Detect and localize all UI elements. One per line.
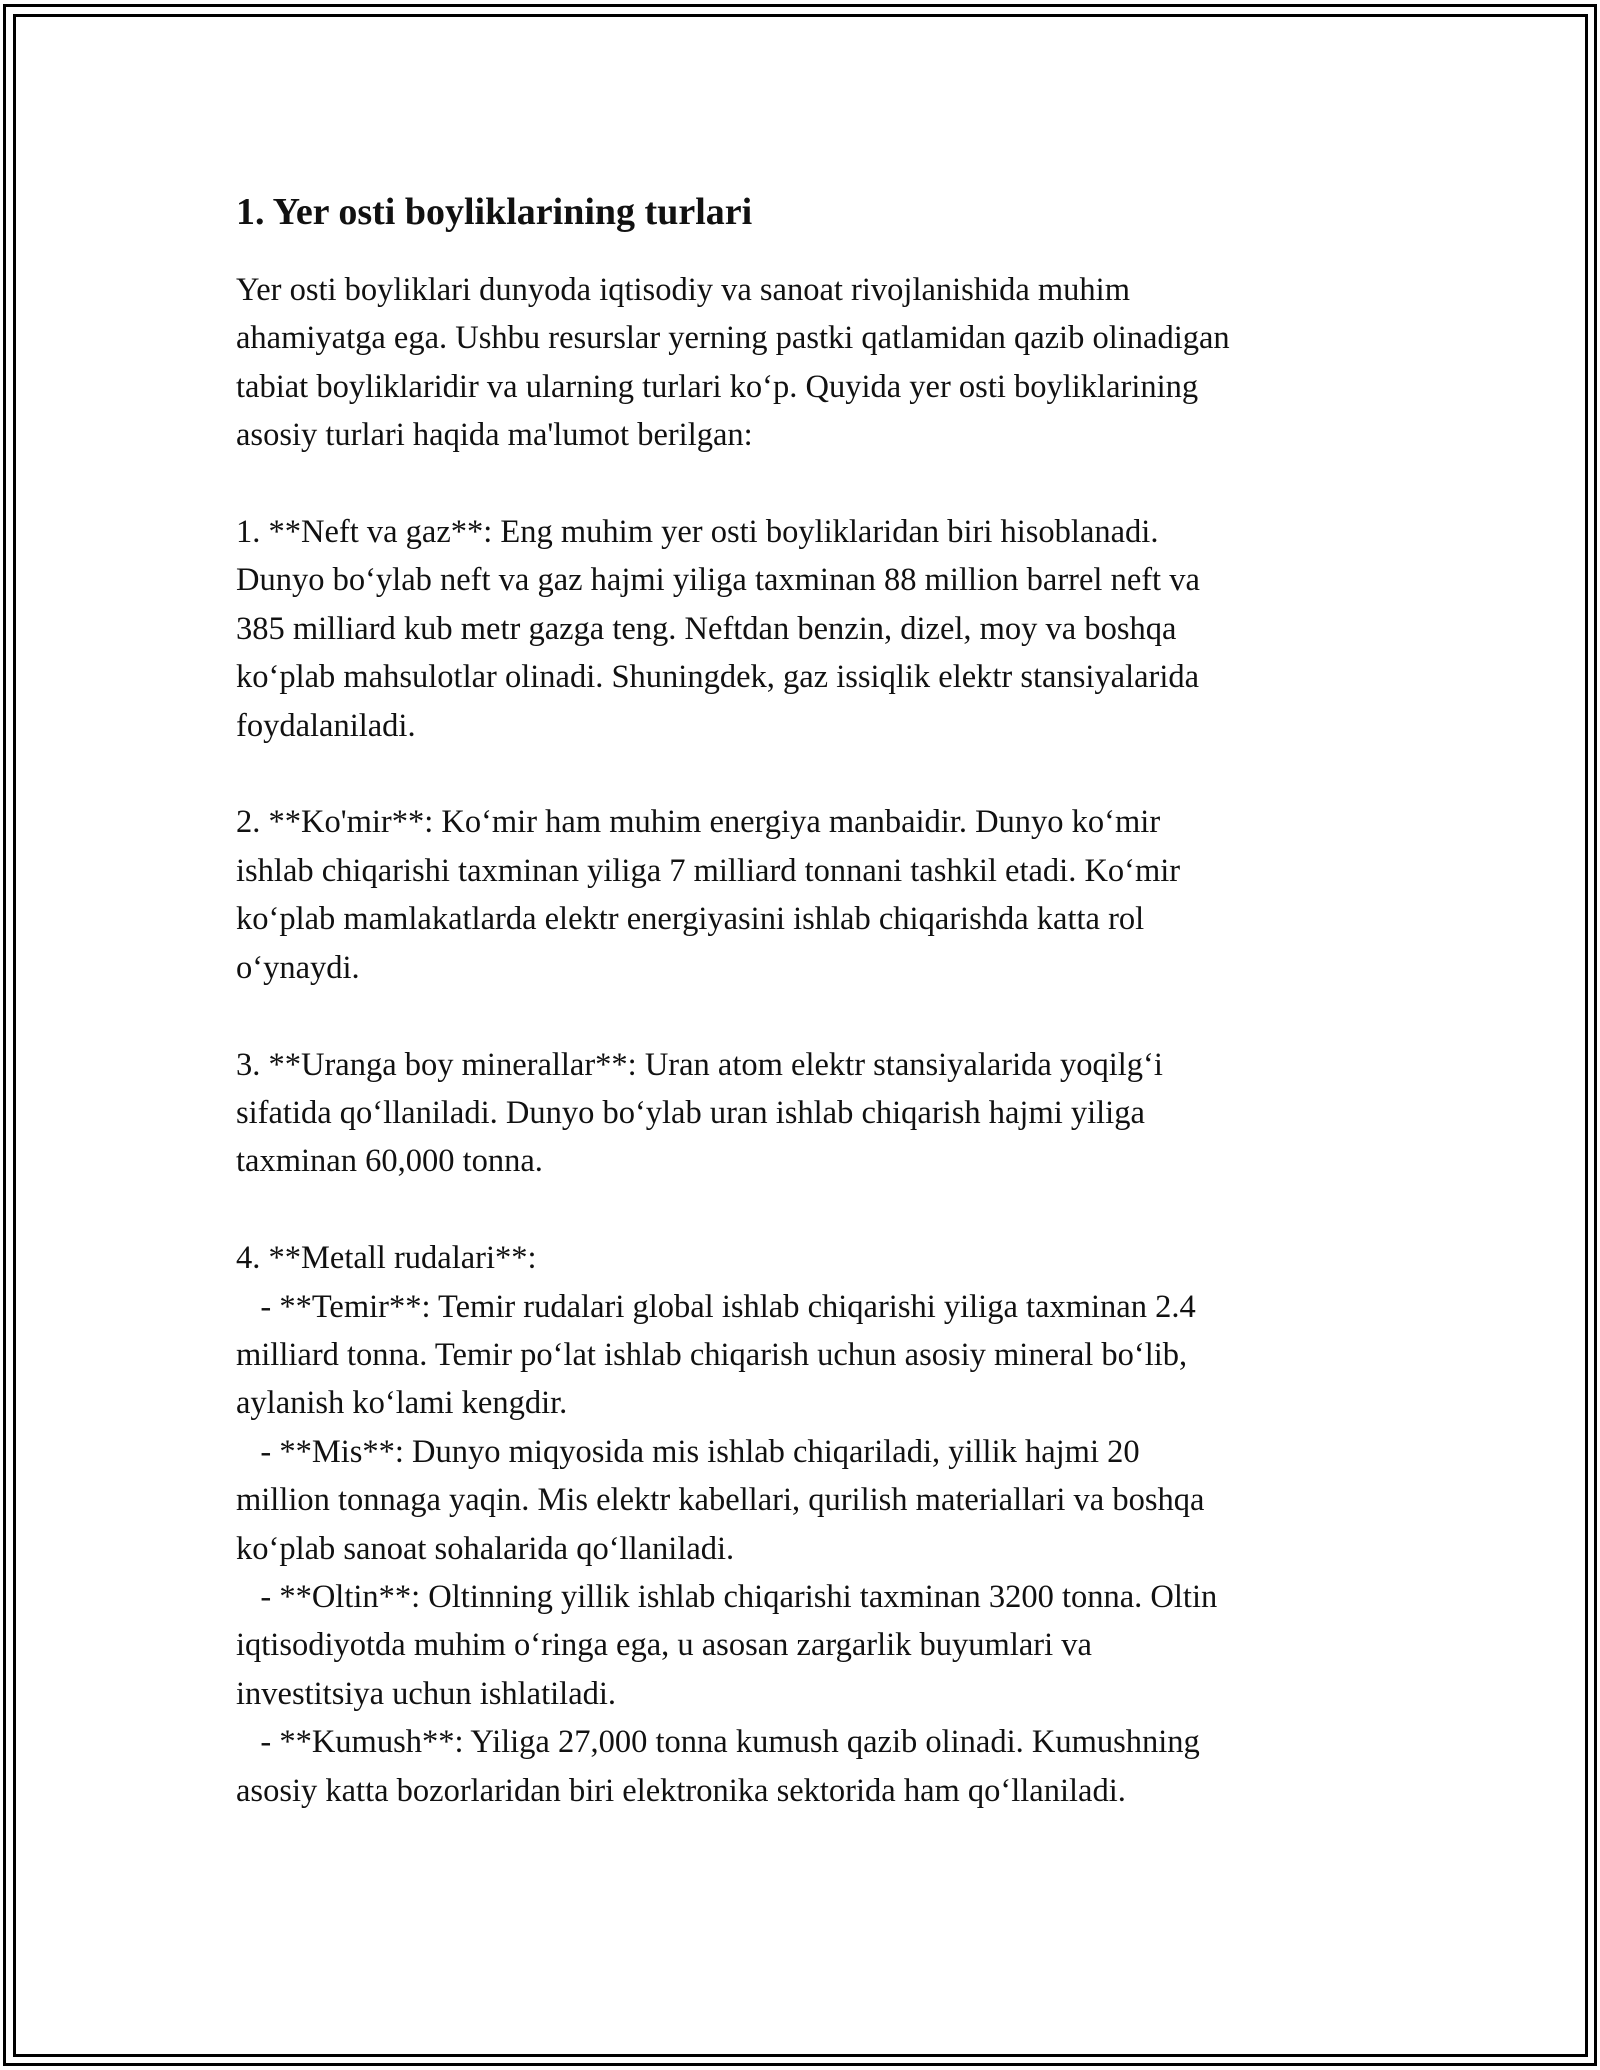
document-heading: 1. Yer osti boyliklarining turlari <box>236 191 753 233</box>
document-content <box>236 186 1386 1815</box>
document-body: Yer osti boyliklari dunyoda iqtisodiy va sanoat rivojlanishida muhim ahamiyatga ega. Ushbu resurslar yerning pastki qatlamidan qazib olinadigan tabiat boyliklaridir va ularning turlari ko‘p. Quyida yer osti boyliklarining asosiy turlari haqida ma'lumot berilgan: 1. **Neft va gaz**: Eng muhim yer osti boyliklaridan biri hisoblanadi. Dunyo bo‘ylab neft va gaz hajmi yiliga taxminan 88 million barrel neft va 385 milliard kub metr gazga teng. Neftdan benzin, dizel, moy va boshqa ko‘plab mahsulotlar olinadi. Shuningdek, gaz issiqlik elektr stansiyalarida foydalaniladi. 2. **Ko'mir**: Ko‘mir ham muhim energiya manbaidir. Dunyo ko‘mir ishlab chiqarishi taxminan yiliga 7 milliard tonnani tashkil etadi. Ko‘mir ko‘plab mamlakatlarda elektr energiyasini ishlab chiqarishda katta rol o‘ynaydi. 3. **Uranga boy minerallar**: Uran atom elektr stansiyalarida yoqilg‘i sifatida qo‘llaniladi. Dunyo bo‘ylab uran ishlab chiqarish hajmi yiliga taxminan 60,000 tonna. 4. **Metall rudalari**: - **Temir**: Temir rudalari global ishlab chiqarishi yiliga taxminan 2.4 milliard tonna. Temir po‘lat ishlab chiqarish uchun asosiy mineral bo‘lib, aylanish ko‘lami kengdir. - **Mis**: Dunyo miqyosida mis ishlab chiqariladi, yillik hajmi 20 million tonnaga yaqin. Mis elektr kabellari, qurilish materiallari va boshqa ko‘plab sanoat sohalarida qo‘llaniladi. - **Oltin**: Oltinning yillik ishlab chiqarishi taxminan 3200 tonna. Oltin iqtisodiyotda muhim o‘ringa ega, u asosan zargarlik buyumlari va investitsiya uchun ishlatiladi. - **Kumush**: Yiliga 27,000 tonna kumush qazib olinadi. Kumushning asosiy katta bozorlaridan biri elektronika sektorida ham qo‘llaniladi. <box>236 272 1230 1809</box>
